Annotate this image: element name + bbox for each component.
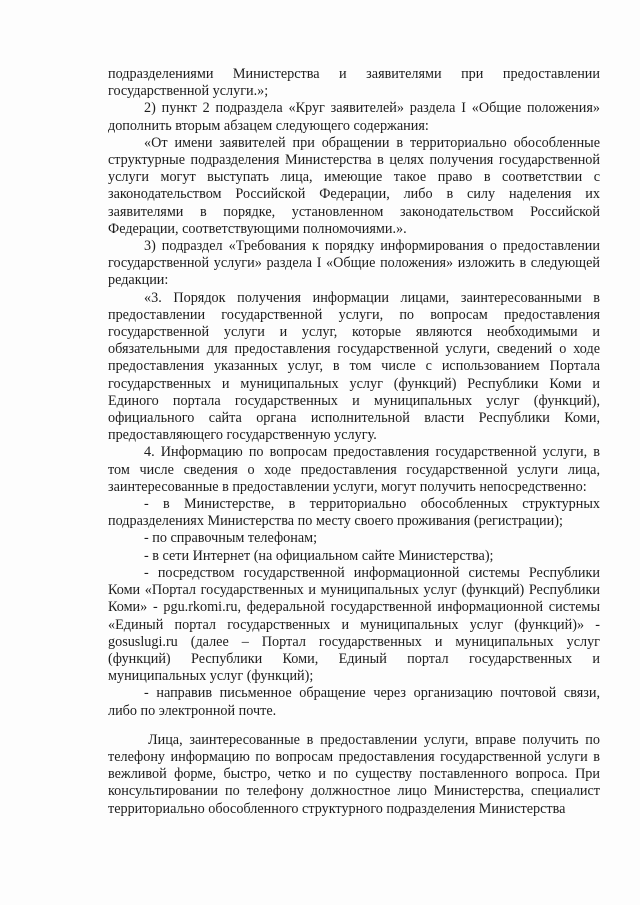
- paragraph-2: 2) пункт 2 подраздела «Круг заявителей» раздела I «Общие положения» дополнить вторым абзацем следующего содержания:: [108, 100, 600, 134]
- list-item-portal: - посредством государственной информационной системы Республики Коми «Портал государственных и муниципальных услуг (функций) Республики Коми» - pgu.rkomi.ru, федеральной государственной информационной системы «Единый портал государственных и муниципальных услуг (функций)» - gosuslugi.ru (далее – Портал государственных и муниципальных услуг (функций) Республики Коми, Единый портал государственных и муниципальных услуг (функций);: [108, 564, 600, 685]
- paragraph-5: «3. Порядок получения информации лицами, заинтересованными в предоставлении государственной услуги, по вопросам предоставления государственной услуги и услуг, которые являются необходимыми и обязательными для предоставления государственной услуги, сведений о ходе предоставления указанных услуг, в том числе с использованием Портала государственных и муниципальных услуг (функций) Республики Коми и Единого портала государственных и муниципальных услуг (функций), официального сайта органа исполнительной власти Республики Коми, предоставляющего государственную услугу.: [108, 289, 600, 444]
- list-item-phones: - по справочным телефонам;: [144, 530, 318, 547]
- paragraph-phone-consulting: Лица, заинтересованные в предоставлении услуги, вправе получить по телефону информацию по вопросам предоставления государственной услуги в вежливой форме, быстро, четко и по существу поставленного вопроса. При консультировании по телефону должностное лицо Министерства, специалист территориально обособленного структурного подразделения Министерства: [108, 731, 600, 817]
- paragraph-1: подразделениями Министерства и заявителями при предоставлении государственной услуги.»;: [108, 66, 600, 100]
- list-item-internet: - в сети Интернет (на официальном сайте Министерства);: [144, 547, 494, 564]
- list-item-ministry: - в Министерстве, в территориально обособленных структурных подразделениях Министерства по месту своего проживания (регистрации);: [108, 496, 600, 530]
- paragraph-6: 4. Информацию по вопросам предоставления государственной услуги, в том числе сведения о ходе предоставления государственной услуги лица, заинтересованные в предоставлении услуги, могут получить непосредственно:: [108, 444, 600, 495]
- document-body: [108, 66, 600, 818]
- list-item-mail: - направив письменное обращение через организацию почтовой связи, либо по электронной почте.: [108, 685, 600, 719]
- paragraph-3: «От имени заявителей при обращении в территориально обособленные структурные подразделения Министерства в целях получения государственной услуги могут выступать лица, имеющие такое право в соответствии с законодательством Российской Федерации, либо в силу наделения их заявителями в порядке, установленном законодательством Российской Федерации, соответствующими полномочиями.».: [108, 134, 600, 237]
- paragraph-4: 3) подраздел «Требования к порядку информирования о предоставлении государственной услуги» раздела I «Общие положения» изложить в следующей редакции:: [108, 238, 600, 289]
